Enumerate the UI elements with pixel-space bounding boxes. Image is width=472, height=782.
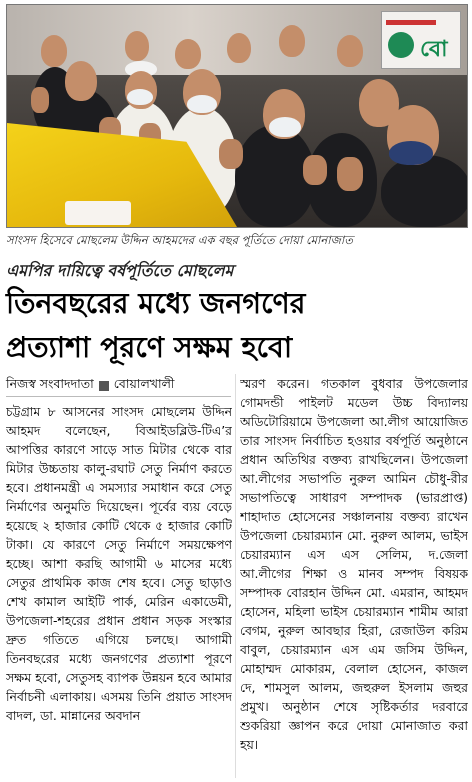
body-column-left: চট্টগ্রাম ৮ আসনের সাংসদ মোছলেম উদ্দিন আহমদ বলেছেন, বিআইডব্লিউ-টিএ’র আপত্তির কারণে সাড়ে সাত মিটার থেকে বার মিটার উচ্চতায় কালু-রঘাট সেতু নির্মাণ করতে হবে। প্রধানমন্ত্রী এ সমস্যার সমাধান করে সেতু নির্মাণের অনুমতি দিয়েছেন। পূর্বের ব্যয় বেড়ে হয়েছে ২ হাজার কোটি থেকে ৫ হাজার কোটি টাকা। যে কারণে সেতু নির্মাণে সময়ক্ষেপণ হচ্ছে। আশা করছি আগামী ৬ মাসের মধ্যে সেতুর প্রাথমিক কাজ শেষ হবে। সেতু ছাড়াও শেখ কামাল আইটি পার্ক, মেরিন একাডেমী, উপজেলা-শহরের প্রধান প্রধান সড়ক সংস্কার দ্রুত গতিতে এগিয়ে চলছে। আগামী তিনবছরের মধ্যে জনগণের প্রত্যাশা পূরণে সক্ষম হবো, সেতুসহ ব্যাপক উন্নয়ন হবে আমার নির্বাচনী এলাকায়। এসময় তিনি প্রয়াত সাংসদ বাদল, ডা. মান্নানের অবদান (6, 404, 232, 723)
banner-logo-icon (388, 32, 414, 58)
news-photo (6, 4, 468, 228)
person-head (337, 35, 363, 67)
photo-caption: সাংসদ হিসেবে মোছলেম উদ্দিন আহমদের এক বছর পূর্তিতে দোয়া মোনাজাত (6, 233, 353, 247)
person-body (381, 155, 468, 227)
person-head (125, 31, 149, 61)
raised-hand (219, 139, 243, 169)
person-head (41, 35, 67, 67)
column-divider (235, 374, 236, 778)
person-head (65, 61, 97, 101)
headline (6, 282, 466, 370)
body-column-right: স্মরণ করেন। গতকাল বুধবার উপজেলার গোমদন্ডী পাইলট মডেল উচ্চ বিদ্যালয় অডিটোরিয়ামে উপজেলা আ.লীগ আয়োজিত তার সাংসদ নির্বাচিত হওয়ার বর্ষপূর্তি অনুষ্ঠানে প্রধান অতিথির বক্তব্য রাখছিলেন। উপজেলা আ.লীগের সভাপতি নুরুল আমিন চৌধু-রীর সভাপতিত্বে সাধারণ সম্পাদক (ভারপ্রাপ্ত) শাহাদাত হোসেনের সঞ্চালনায় বক্তব্য রাখেন উপজেলা চেয়ারম্যান মো. নুরুল আলম, ভাইস চেয়ারম্যান এস এস সেলিম, দ.জেলা আ.লীগের শিক্ষা ও মানব সম্পদ বিষয়ক সম্পাদক বোরহান উদ্দিন মো. এমরান, আহমদ হোসেন, মহিলা ভাইস চেয়ারম্যান শামীম আরা বেগম, নুরুল আবছার হিরা, রেজাউল করিম বাবুল, চেয়ারম্যান এস এম জসিম উদ্দিন, মোহাম্মদ মোকারম, বেলাল হোসেন, কাজল দে, শামসুল আলম, জহুরুল ইসলাম জহুর প্রমুখ। অনুষ্ঠান শেষে সৃষ্টিকর্তার দরবারে শুকরিয়া জ্ঞাপন করে দোয়া মোনাজাত করা হয়। (240, 376, 468, 752)
raised-hand (337, 157, 363, 191)
byline (6, 376, 231, 397)
raised-hand (31, 87, 49, 113)
face-mask (389, 141, 433, 165)
face-mask (127, 89, 153, 105)
byline-location: বোয়ালখালী (113, 376, 175, 391)
person-head (279, 25, 305, 57)
person-head (227, 33, 251, 63)
person-head (175, 39, 201, 69)
photo-banner (381, 11, 461, 69)
face-mask (269, 117, 301, 137)
kicker-headline: এমপির দায়িত্বে বর্ষপূর্তিতে মোছলেম (6, 261, 234, 280)
raised-hand (303, 155, 327, 185)
separator-square-icon (99, 381, 109, 391)
headline-line-1: তিনবছরের মধ্যে জনগণের (6, 287, 306, 320)
tissue-box (65, 201, 131, 225)
byline-reporter: নিজস্ব সংবাদদাতা (6, 376, 94, 391)
banner-text: বো (420, 37, 448, 62)
face-mask (187, 95, 217, 113)
headline-line-2: প্রত্যাশা পূরণে সক্ষম হবো (6, 331, 293, 364)
